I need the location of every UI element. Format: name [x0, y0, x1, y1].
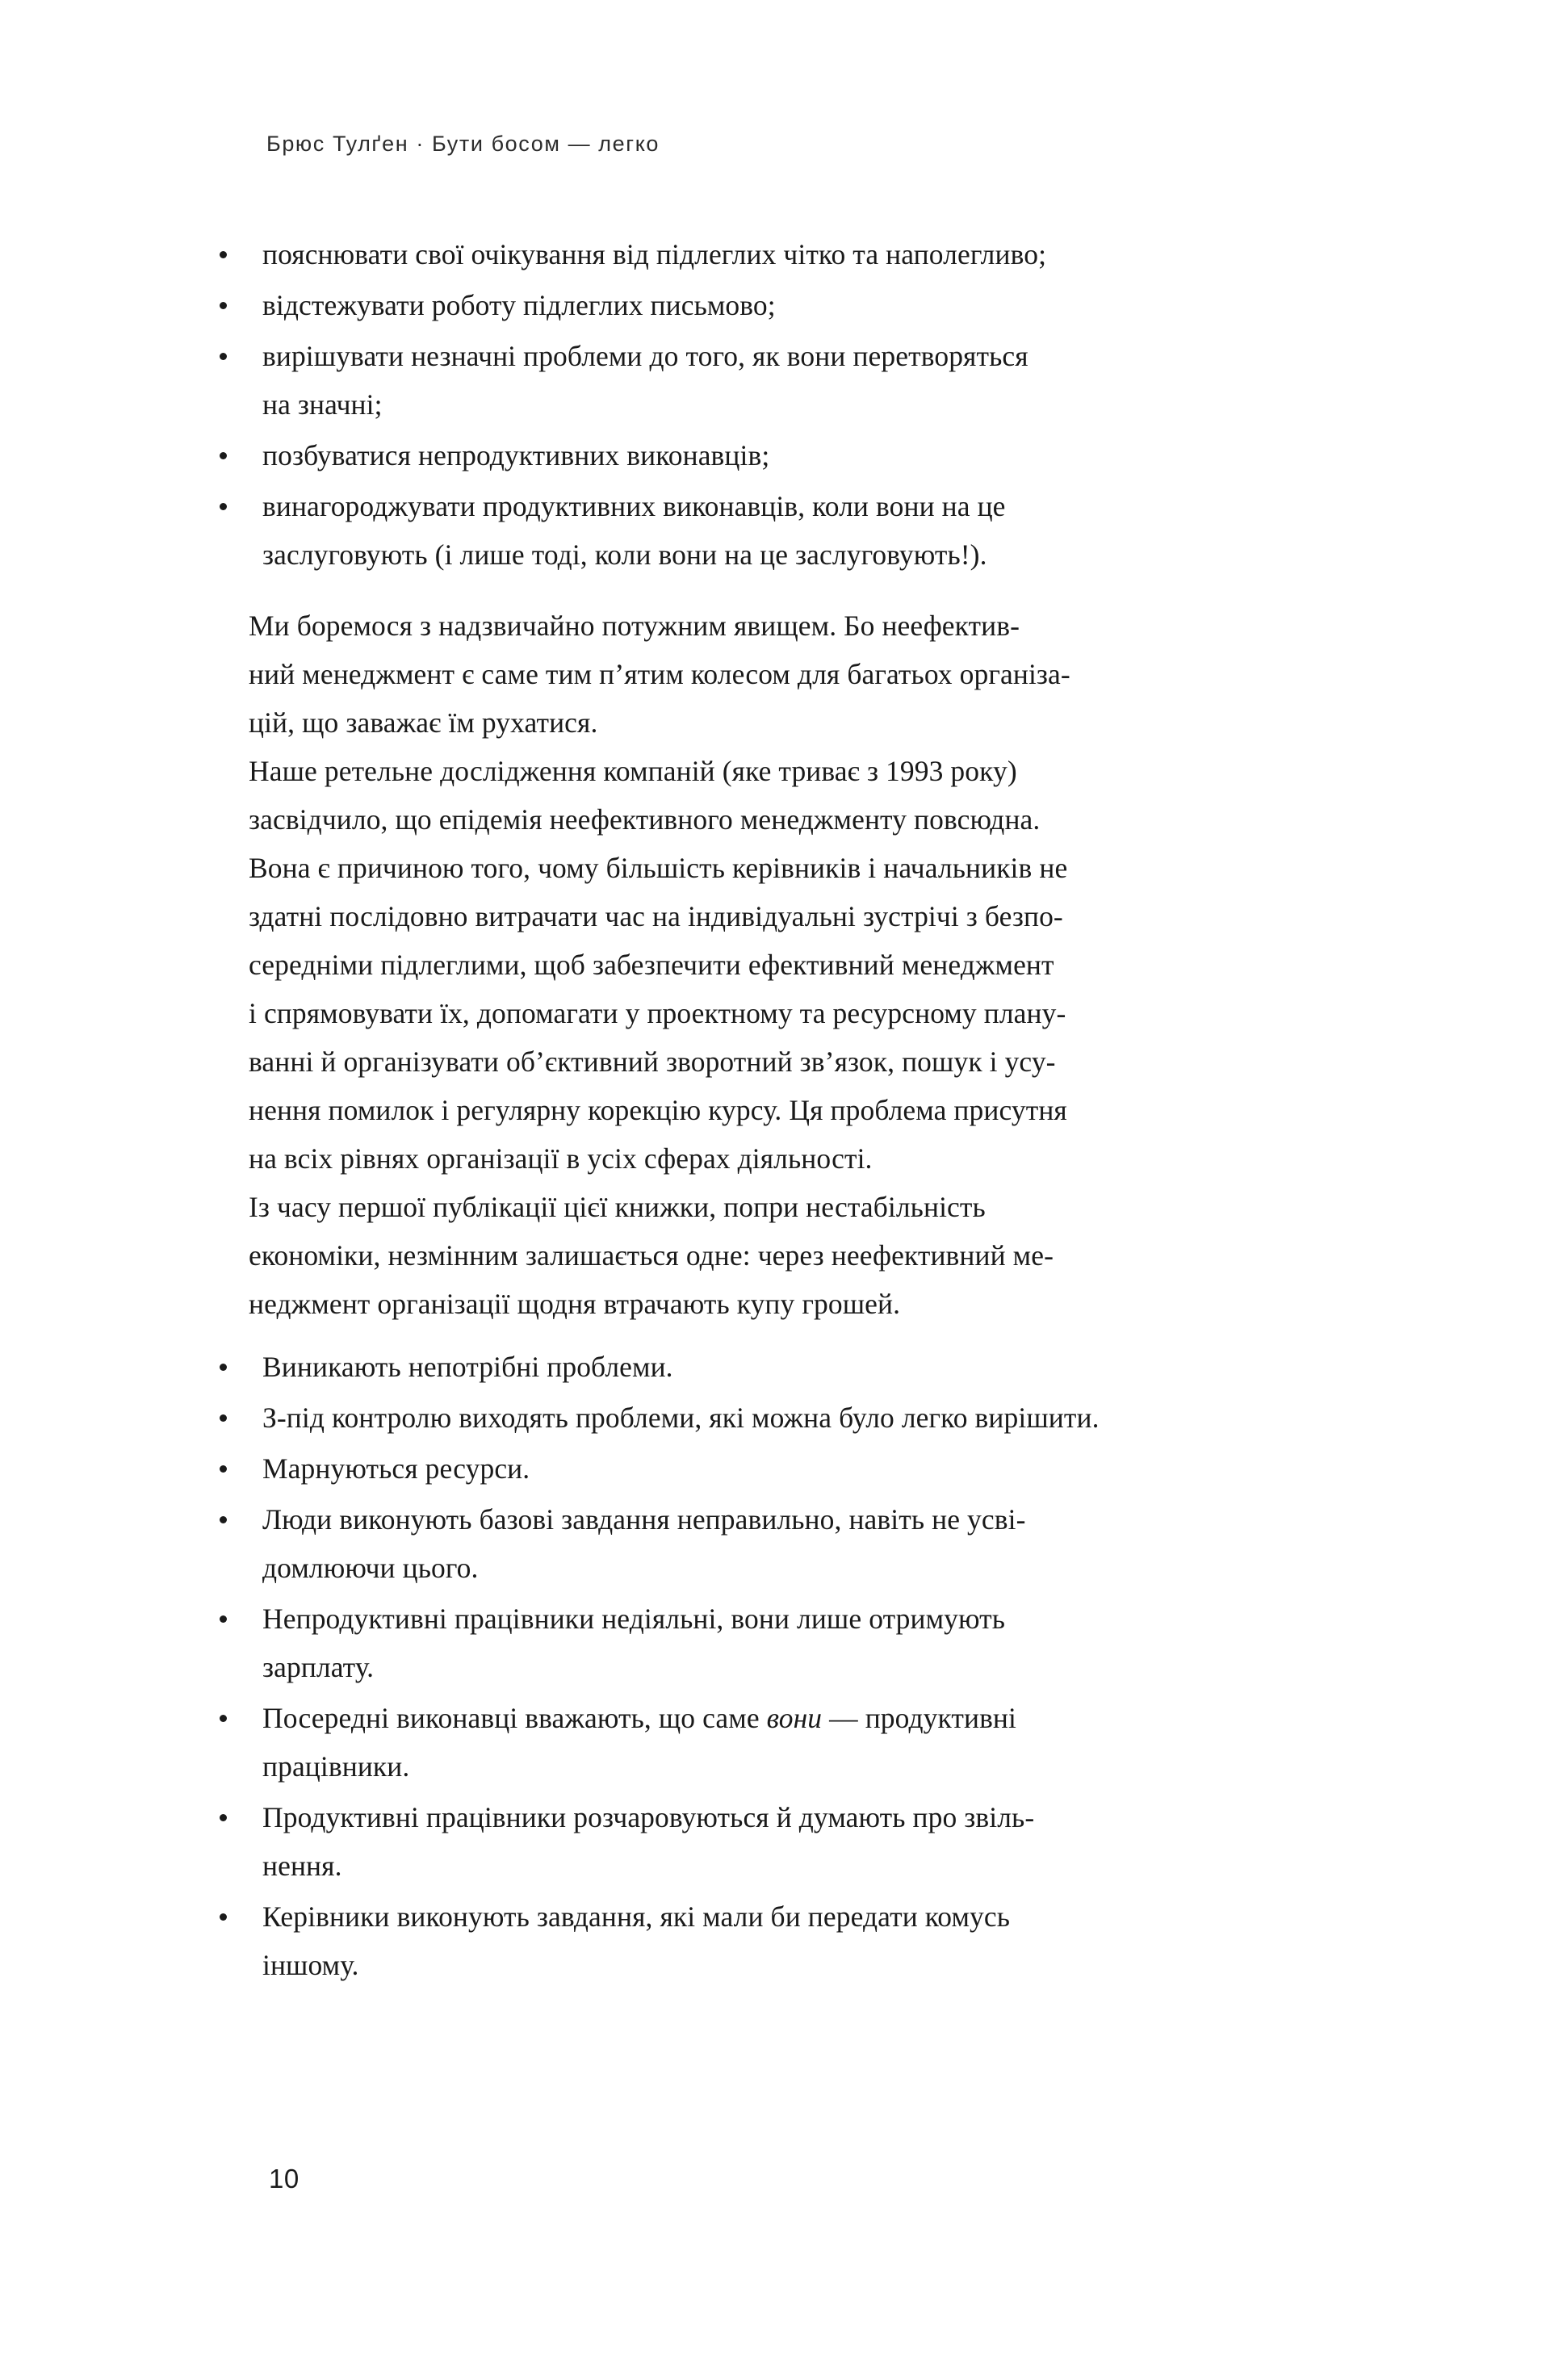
- list-item-emphasis: [202, 1694, 1380, 1791]
- list-item: [202, 1343, 1380, 1391]
- list-item-line: Марнуються ресурси.: [262, 1452, 530, 1485]
- list-item: [202, 1495, 1380, 1592]
- paragraph-line: Із часу першої публікації цієї книжки, попри нестабільність: [249, 1191, 986, 1223]
- list-item-line: на значні;: [262, 388, 383, 421]
- paragraph-line: засвідчило, що епідемія неефективного менеджменту повсюдна.: [249, 803, 1041, 836]
- paragraph-line: Ми боремося з надзвичайно потужним явищем. Бо неефектив-: [249, 610, 1020, 642]
- list-item-line: З-під контролю виходять проблеми, які можна було легко вирішити.: [262, 1402, 1100, 1434]
- list-item-line: [262, 1694, 1380, 1742]
- list-item-line: домлюючи цього.: [262, 1552, 479, 1584]
- list-item-line: Продуктивні працівники розчаровуються й думають про звіль-: [262, 1801, 1035, 1833]
- paragraph-2: [202, 747, 1380, 1183]
- paragraph-1: [202, 601, 1380, 747]
- list-item: [202, 482, 1380, 579]
- bullet-list-one: [202, 230, 1380, 579]
- list-item: [202, 1444, 1380, 1493]
- list-item: [202, 281, 1380, 329]
- list-item-line: пояснювати свої очікування від підлеглих чітко та наполегливо;: [262, 238, 1047, 270]
- running-header: Брюс Тулґен · Бути босом — легко: [266, 132, 660, 156]
- list-item-line: іншому.: [262, 1949, 359, 1981]
- list-item: [202, 332, 1380, 429]
- list-item-line: працівники.: [262, 1750, 410, 1783]
- paragraph-line: ний менеджмент є саме тим п’ятим колесом для багатьох організа-: [249, 658, 1070, 690]
- paragraph-line: Наше ретельне дослідження компаній (яке триває з 1993 року): [249, 755, 1017, 787]
- list-item-line: винагороджувати продуктивних виконавців, коли вони на це: [262, 490, 1006, 522]
- list-item-line: відстежувати роботу підлеглих письмово;: [262, 289, 776, 321]
- paragraph-line: нення помилок і регулярну корекцію курсу. Ця проблема присутня: [249, 1094, 1067, 1126]
- list-item-line: Непродуктивні працівники недіяльні, вони лише отримують: [262, 1603, 1006, 1635]
- list-item-line: Люди виконують базові завдання неправильно, навіть не усві-: [262, 1503, 1026, 1536]
- list-item-line: зарплату.: [262, 1651, 375, 1683]
- bullet-list-two: [202, 1343, 1380, 1989]
- list-item: [202, 431, 1380, 480]
- spacer: [202, 579, 1380, 601]
- paragraph-3: [202, 1183, 1380, 1328]
- list-item: [202, 1594, 1380, 1691]
- list-item-line: позбуватися непродуктивних виконавців;: [262, 439, 770, 471]
- list-item-line: Виникають непотрібні проблеми.: [262, 1351, 673, 1383]
- paragraph-line: Вона є причиною того, чому більшість керівників і начальників не: [249, 852, 1068, 884]
- list-item-line: вирішувати незначні проблеми до того, як вони перетворяться: [262, 340, 1028, 372]
- paragraph-line: цій, що заважає їм рухатися.: [249, 706, 598, 739]
- paragraph-line: неджмент організації щодня втрачають купу грошей.: [249, 1288, 901, 1320]
- text-column: [202, 230, 1380, 1989]
- list-item: [202, 230, 1380, 279]
- paragraph-line: на всіх рівнях організації в усіх сферах діяльності.: [249, 1142, 873, 1175]
- paragraph-line: ванні й організувати об’єктивний зворотний зв’язок, пошук і усу-: [249, 1045, 1056, 1078]
- paragraph-line: здатні послідовно витрачати час на індивідуальні зустрічі з безпо-: [249, 900, 1063, 932]
- paragraph-line: і спрямовувати їх, допомагати у проектному та ресурсному плану-: [249, 997, 1066, 1029]
- paragraph-line: середніми підлеглими, щоб забезпечити ефективний менеджмент: [249, 949, 1054, 981]
- paragraph-line: економіки, незмінним залишається одне: через неефективний ме-: [249, 1239, 1054, 1272]
- list-item-line: нення.: [262, 1850, 342, 1882]
- list-item: [202, 1393, 1380, 1442]
- list-item-text-before: Посередні виконавці вважають, що саме: [262, 1702, 767, 1734]
- spacer: [202, 1328, 1380, 1343]
- list-item-line: Керівники виконують завдання, які мали би передати комусь: [262, 1900, 1011, 1933]
- emphasized-word: вони: [766, 1702, 823, 1734]
- page-number: 10: [269, 2164, 300, 2194]
- list-item: [202, 1793, 1380, 1890]
- list-item: [202, 1892, 1380, 1989]
- list-item-text-after: — продуктивні: [822, 1702, 1016, 1734]
- list-item-line: заслуговують (і лише тоді, коли вони на це заслуговують!).: [262, 538, 987, 571]
